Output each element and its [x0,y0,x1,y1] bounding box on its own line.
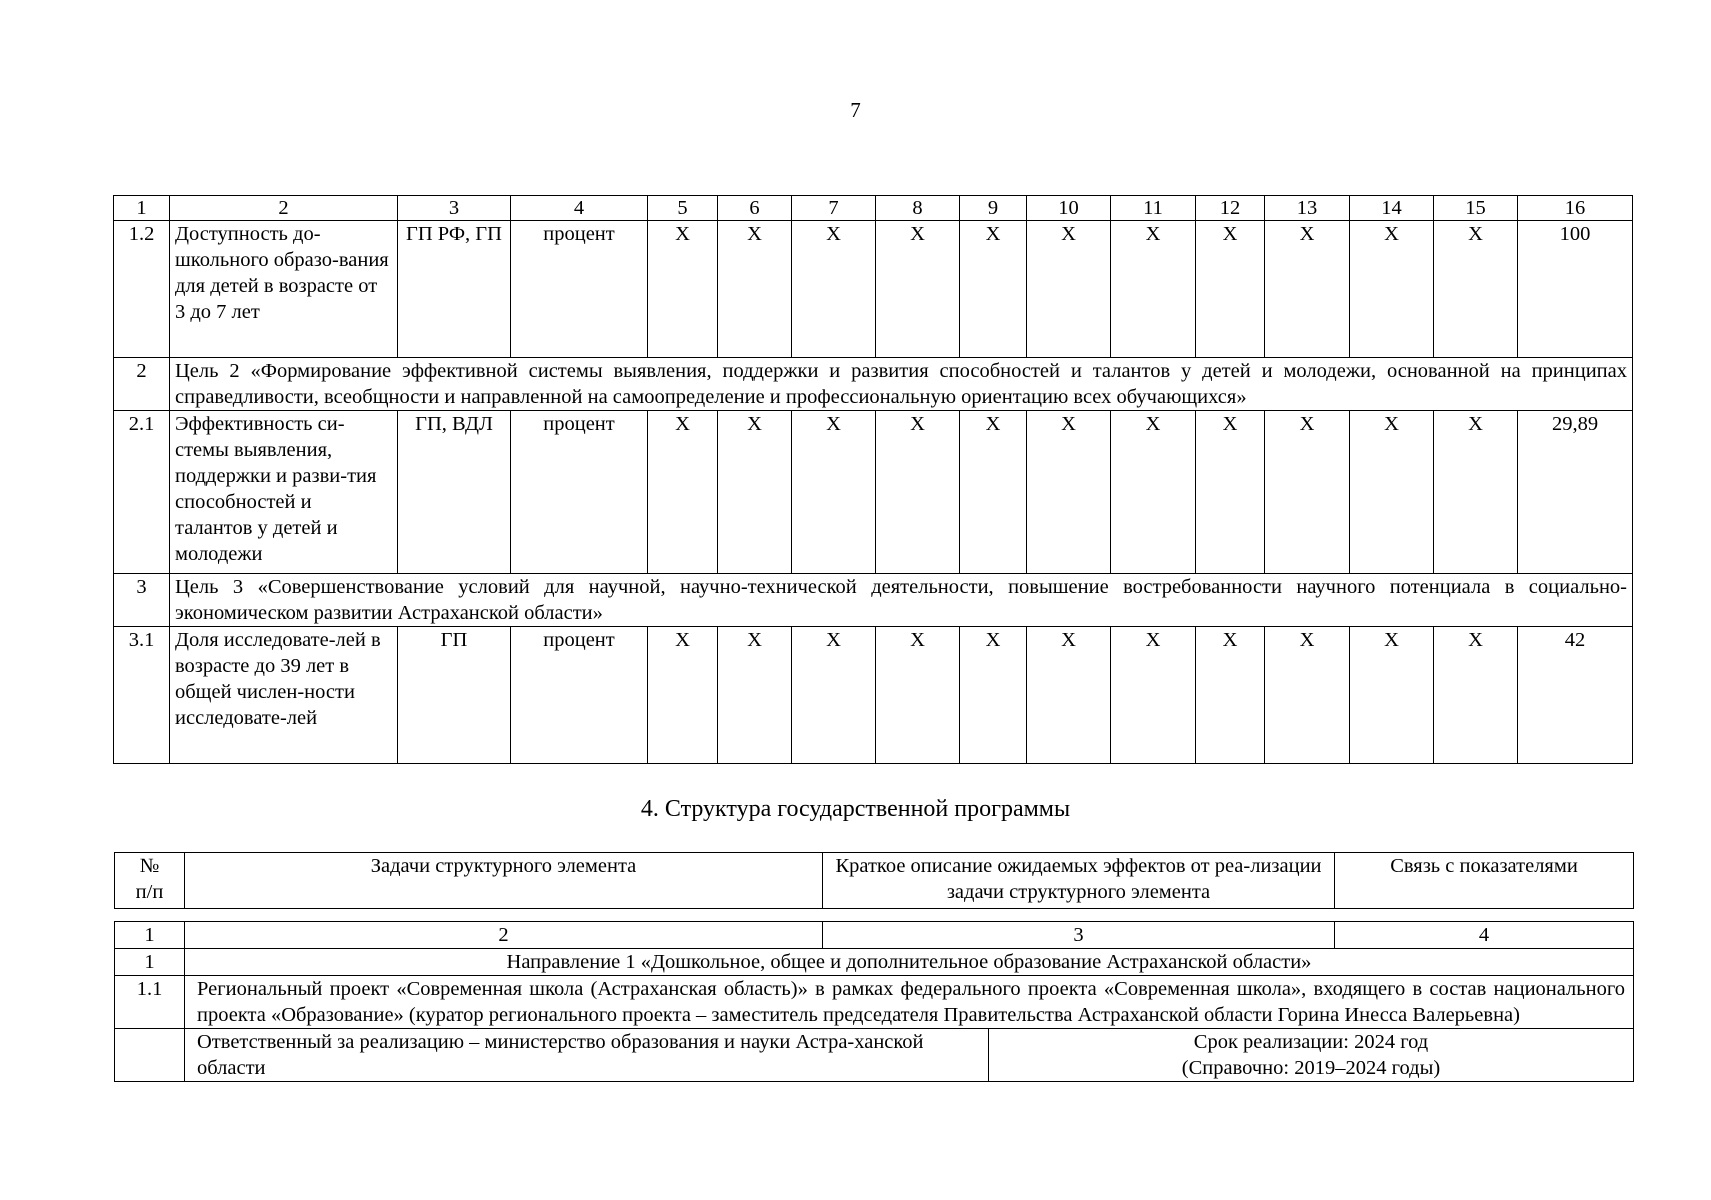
structure-table [114,921,1634,1082]
indicator-source: ГП РФ, ГП [398,221,511,358]
indicator-unit: процент [511,627,648,764]
indicator-name: Эффективность си-стемы выявления, поддержки и разви-тия способностей и талантов у детей и молодежи [170,411,398,574]
row-number: 3 [114,574,170,627]
value-mark: X [1111,627,1196,764]
header-cell: 11 [1111,196,1196,221]
project-row [115,976,1634,1029]
indicator-name: Доступность до-школьного образо-вания для детей в возрасте от 3 до 7 лет [170,221,398,358]
value-mark: X [792,221,876,358]
numbering-cell: 3 [823,922,1335,949]
value-mark: X [718,411,792,574]
value-mark: X [1111,221,1196,358]
indicator-row-2-1 [114,411,1633,574]
value-mark: X [1027,627,1111,764]
value-mark: X [1434,627,1518,764]
value-mark: X [876,221,960,358]
value-mark: X [1196,221,1265,358]
header-effects: Краткое описание ожидаемых эффектов от реа-лизации задачи структурного элемента [823,853,1335,909]
row-number: 2 [114,358,170,411]
value-mark: X [792,627,876,764]
header-cell: 13 [1265,196,1350,221]
header-tasks: Задачи структурного элемента [185,853,823,909]
row-number: 1.2 [114,221,170,358]
responsible-text: Ответственный за реализацию – министерство образования и науки Астра-ханской области [185,1029,989,1082]
target-value: 29,89 [1518,411,1633,574]
row-number: 1.1 [115,976,185,1029]
section-title: 4. Структура государственной программы [640,796,1071,822]
empty-cell [115,1029,185,1082]
indicators-header-row [114,196,1633,221]
header-cell: 15 [1434,196,1518,221]
value-mark: X [1265,411,1350,574]
indicator-unit: процент [511,221,648,358]
header-cell: 6 [718,196,792,221]
value-mark: X [718,221,792,358]
row-number: 2.1 [114,411,170,574]
term-note: (Справочно: 2019–2024 годы) [1181,1057,1441,1079]
target-value: 100 [1518,221,1633,358]
value-mark: X [960,411,1027,574]
direction-row [115,949,1634,976]
numbering-cell: 4 [1335,922,1634,949]
value-mark: X [648,221,718,358]
value-mark: X [960,627,1027,764]
indicator-unit: процент [511,411,648,574]
value-mark: X [876,627,960,764]
structure-header-row [115,853,1634,909]
row-number: 1 [115,949,185,976]
header-cell: 5 [648,196,718,221]
value-mark: X [1111,411,1196,574]
header-cell: 2 [170,196,398,221]
goal-row-2 [114,358,1633,411]
header-cell: 10 [1027,196,1111,221]
goal-row-3 [114,574,1633,627]
value-mark: X [1350,627,1434,764]
value-mark: X [960,221,1027,358]
target-value: 42 [1518,627,1633,764]
value-mark: X [1196,627,1265,764]
header-cell: 4 [511,196,648,221]
value-mark: X [718,627,792,764]
header-cell: 7 [792,196,876,221]
value-mark: X [1434,221,1518,358]
value-mark: X [1350,221,1434,358]
project-text: Региональный проект «Современная школа (Астраханская область)» в рамках федерального проекта «Современная школа», входящего в состав национального проекта «Образование» (куратор регионального проекта – заместитель председателя Правительства Астраханской области Горина Инесса Валерьевна) [185,976,1634,1029]
value-mark: X [1027,411,1111,574]
page-number: 7 [850,98,861,122]
term-cell [989,1029,1634,1082]
structure-header-table [114,852,1634,909]
row-number: 3.1 [114,627,170,764]
goal-text: Цель 2 «Формирование эффективной системы выявления, поддержки и развития способностей и талантов у детей и молодежи, основанной на принципах справедливости, всеобщности и направленной на самоопределение и профессиональную ориентацию всех обучающихся» [170,358,1633,411]
indicator-name: Доля исследовате-лей в возрасте до 39 лет в общей числен-ности исследовате-лей [170,627,398,764]
structure-numbering-row [115,922,1634,949]
indicators-table [113,195,1633,764]
value-mark: X [1265,627,1350,764]
indicator-row-1-2 [114,221,1633,358]
header-cell: 8 [876,196,960,221]
indicator-source: ГП [398,627,511,764]
value-mark: X [792,411,876,574]
header-num: № п/п [115,853,185,909]
direction-text: Направление 1 «Дошкольное, общее и дополнительное образование Астраханской области» [185,949,1634,976]
header-cell: 3 [398,196,511,221]
numbering-cell: 1 [115,922,185,949]
value-mark: X [876,411,960,574]
header-cell: 14 [1350,196,1434,221]
goal-text: Цель 3 «Совершенствование условий для научной, научно-технической деятельности, повышение востребованности научного потенциала в социально-экономическом развитии Астраханской области» [170,574,1633,627]
value-mark: X [648,411,718,574]
numbering-cell: 2 [185,922,823,949]
term-line: Срок реализации: 2024 год [1193,1031,1429,1053]
header-cell: 1 [114,196,170,221]
value-mark: X [1196,411,1265,574]
indicator-source: ГП, ВДЛ [398,411,511,574]
value-mark: X [1027,221,1111,358]
value-mark: X [1350,411,1434,574]
value-mark: X [648,627,718,764]
value-mark: X [1265,221,1350,358]
header-cell: 9 [960,196,1027,221]
header-cell: 16 [1518,196,1633,221]
responsible-row [115,1029,1634,1082]
header-link: Связь с показателями [1335,853,1634,909]
value-mark: X [1434,411,1518,574]
indicator-row-3-1 [114,627,1633,764]
header-cell: 12 [1196,196,1265,221]
